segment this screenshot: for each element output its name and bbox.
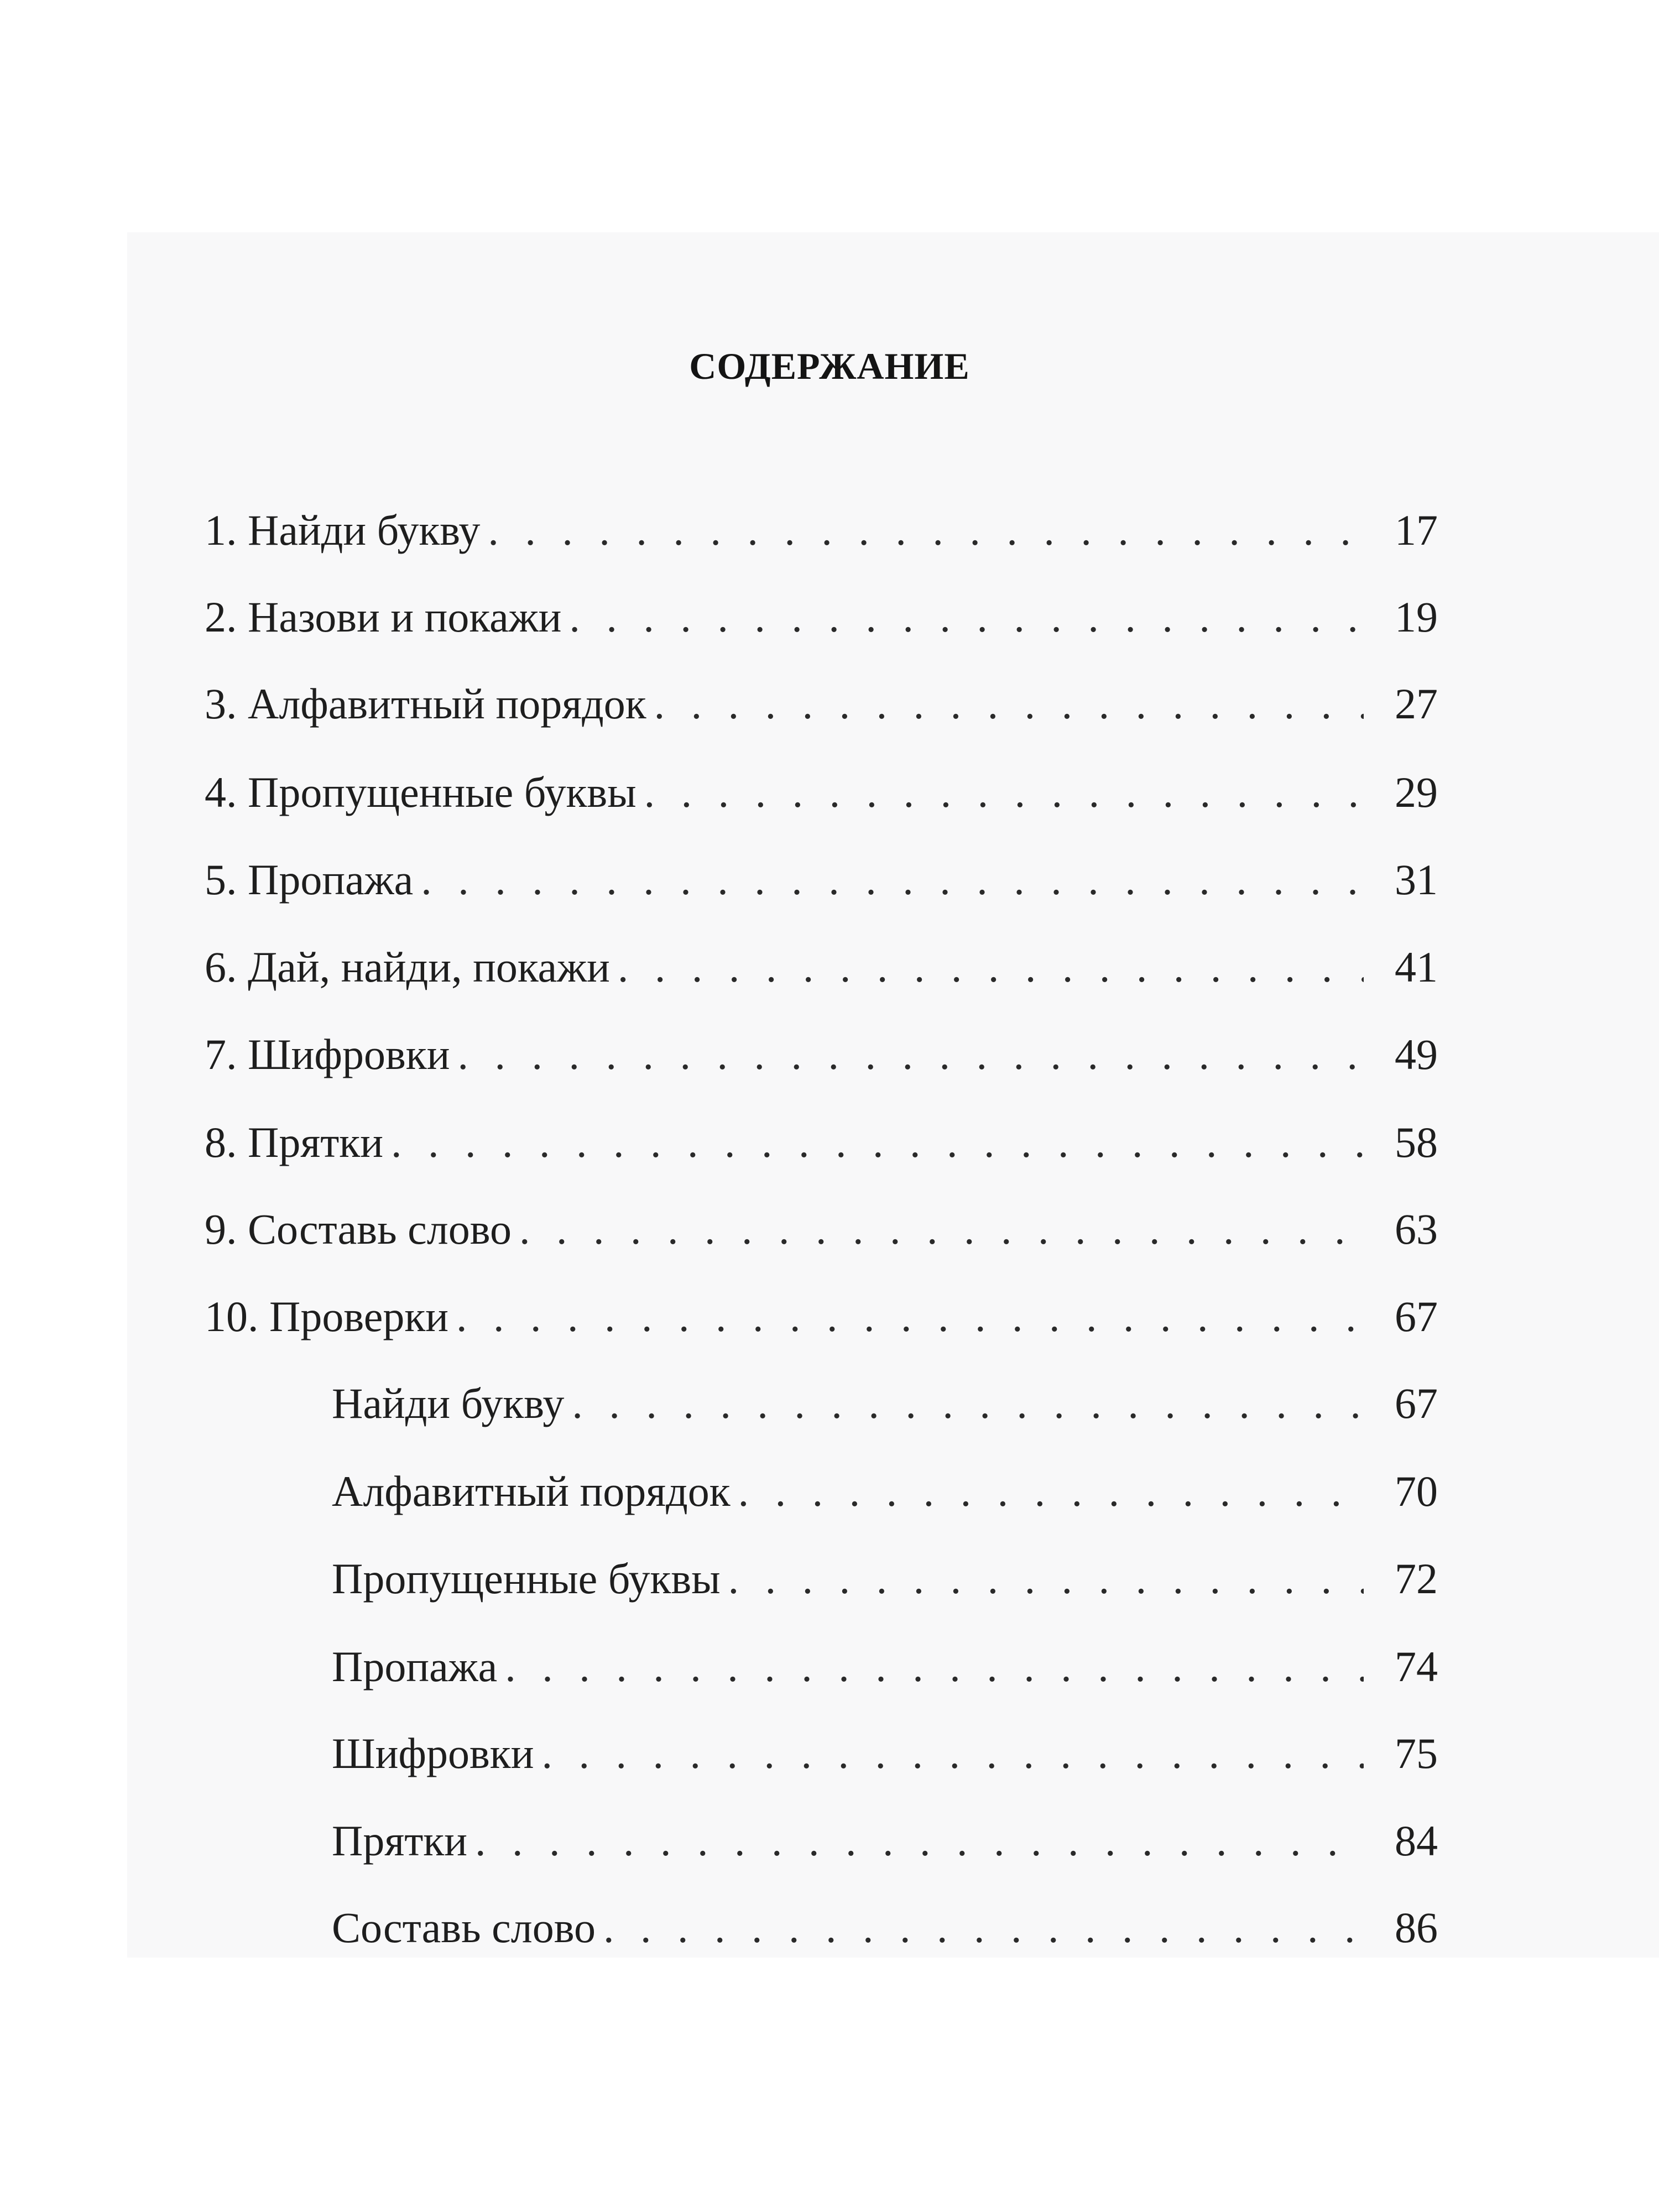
toc-entry xyxy=(332,1888,1438,1952)
dot-leader xyxy=(644,771,1364,814)
toc-entry-label: 5. Пропажа xyxy=(205,855,414,904)
toc-entry-label: 7. Шифровки xyxy=(205,1030,450,1078)
toc-entry-label: 1. Найди букву xyxy=(205,506,481,554)
toc-entry xyxy=(205,841,1438,904)
toc-entry xyxy=(205,1103,1438,1164)
toc-entry xyxy=(332,1540,1438,1603)
dot-leader xyxy=(618,946,1364,989)
toc-entry-page-number: 84 xyxy=(1395,1817,1438,1865)
dot-leader xyxy=(488,509,1364,552)
dot-leader xyxy=(603,1906,1364,1949)
toc-entry xyxy=(205,578,1438,639)
toc-entry xyxy=(332,1364,1438,1425)
dot-leader xyxy=(519,1208,1364,1251)
toc-entry-page-number: 58 xyxy=(1395,1118,1438,1166)
toc-entry xyxy=(205,491,1438,552)
toc-entry xyxy=(332,1714,1438,1775)
dot-leader xyxy=(541,1732,1364,1775)
toc-entry-page-number: 41 xyxy=(1395,943,1438,991)
dot-leader xyxy=(738,1470,1364,1513)
toc-entry xyxy=(205,753,1438,814)
toc-entry-page-number: 27 xyxy=(1395,680,1438,728)
dot-leader xyxy=(421,858,1364,901)
toc-entry-label: 3. Алфавитный порядок xyxy=(205,680,646,728)
toc-entry-label: Прятки xyxy=(332,1817,467,1865)
toc-entry-label: Шифровки xyxy=(332,1729,534,1777)
toc-entry-page-number: 72 xyxy=(1395,1554,1438,1603)
toc-entry-page-number: 19 xyxy=(1395,593,1438,641)
toc-entry xyxy=(205,665,1438,726)
dot-leader xyxy=(654,682,1364,726)
dot-leader xyxy=(572,1382,1364,1425)
toc-entry-page-number: 70 xyxy=(1395,1467,1438,1515)
toc-entry-page-number: 31 xyxy=(1395,855,1438,904)
toc-entry-label: Пропажа xyxy=(332,1642,498,1691)
toc-entry-page-number: 29 xyxy=(1395,768,1438,816)
toc-entry-page-number: 74 xyxy=(1395,1642,1438,1691)
toc-entry xyxy=(205,1277,1438,1338)
toc-entry-label: 6. Дай, найди, покажи xyxy=(205,943,610,991)
toc-entry-label: Пропущенные буквы xyxy=(332,1554,721,1603)
toc-entry-page-number: 75 xyxy=(1395,1729,1438,1777)
toc-entry-label: Алфавитный порядок xyxy=(332,1467,731,1515)
toc-entry-page-number: 67 xyxy=(1395,1379,1438,1427)
dot-leader xyxy=(569,596,1364,639)
toc-entry xyxy=(205,1190,1438,1251)
dot-leader xyxy=(505,1645,1364,1688)
toc-entry-label: 4. Пропущенные буквы xyxy=(205,768,637,816)
toc-entry-page-number: 49 xyxy=(1395,1030,1438,1078)
dot-leader xyxy=(456,1295,1364,1338)
toc-entry xyxy=(332,1452,1438,1513)
toc-entry-page-number: 86 xyxy=(1395,1903,1438,1952)
toc-entry-label: 8. Прятки xyxy=(205,1118,383,1166)
toc-entry-label: Составь слово xyxy=(332,1903,596,1952)
toc-entry-label: 2. Назови и покажи xyxy=(205,593,562,641)
toc-entry-page-number: 63 xyxy=(1395,1205,1438,1253)
toc-title: СОДЕРЖАНИЕ xyxy=(689,345,970,387)
dot-leader xyxy=(475,1819,1364,1863)
toc-entry xyxy=(332,1802,1438,1863)
toc-entry xyxy=(205,1015,1438,1076)
toc-entry-page-number: 17 xyxy=(1395,506,1438,554)
dot-leader xyxy=(728,1557,1364,1600)
toc-entry-label: 10. Проверки xyxy=(205,1292,448,1340)
toc-entry xyxy=(205,928,1438,989)
dot-leader xyxy=(391,1121,1364,1164)
toc-entry xyxy=(332,1627,1438,1691)
dot-leader xyxy=(457,1033,1364,1076)
toc-entry-label: Найди букву xyxy=(332,1379,565,1427)
toc-entry-label: 9. Составь слово xyxy=(205,1205,512,1253)
toc-entry-page-number: 67 xyxy=(1395,1292,1438,1340)
